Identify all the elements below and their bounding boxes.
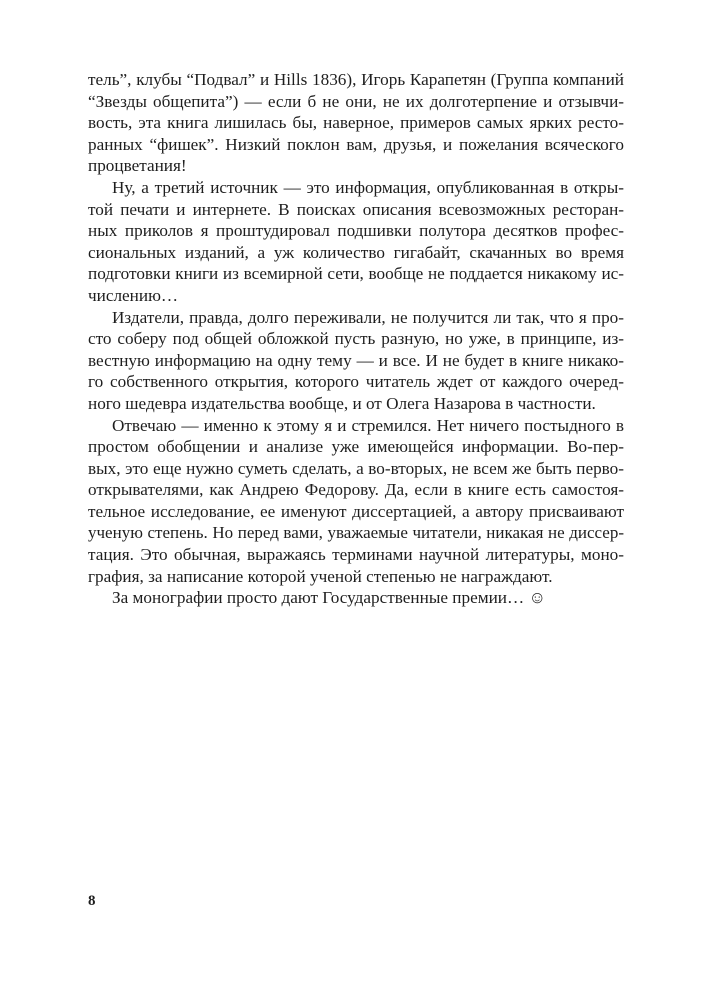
text-line: той печати и интернете. В поисках описания всевозможных ресторан-	[88, 199, 624, 219]
text-line: сто соберу под общей обложкой пусть разную, но уже, в принципе, из-	[88, 329, 624, 349]
page-number: 8	[88, 893, 96, 909]
text-line: тация. Это обычная, выражаясь терминами научной литературы, моно-	[88, 545, 624, 565]
paragraph	[88, 177, 624, 307]
text-line: го собственного открытия, которого читатель ждет от каждого очеред-	[88, 372, 624, 392]
text-line: Отвечаю — именно к этому я и стремился. Нет ничего постыдного в	[112, 415, 624, 435]
text-line: простом обобщении и анализе уже имеющейся информации. Во-пер-	[88, 437, 624, 457]
text-line: графия, за написание которой ученой степенью не награждают.	[88, 566, 553, 586]
text-line: процветания!	[88, 156, 187, 176]
text-line: Ну, а третий источник — это информация, опубликованная в откры-	[112, 177, 624, 197]
text-line: тель”, клубы “Подвал” и Hills 1836), Игорь Карапетян (Группа компаний	[88, 70, 624, 89]
text-line: ученую степень. Но перед вами, уважаемые читатели, никакая не диссер-	[88, 523, 624, 543]
paragraph	[88, 307, 624, 415]
text-line: За монографии просто дают Государственные премии… ☺	[112, 588, 547, 608]
text-line: ного шедевра издательства вообще, и от Олега Назарова в частности.	[88, 393, 596, 413]
text-line: Издатели, правда, долго переживали, не получится ли так, что я про-	[112, 307, 624, 327]
text-line: вых, это еще нужно суметь сделать, а во-вторых, не всем же быть перво-	[88, 458, 624, 478]
text-line: сиональных изданий, а уж количество гигабайт, скачанных во время	[88, 242, 624, 262]
text-line: ранных “фишек”. Низкий поклон вам, друзья, и пожелания всяческого	[88, 134, 624, 154]
text-line: тельное исследование, ее именуют диссертацией, а автору присваивают	[88, 501, 624, 521]
text-line: ных приколов я проштудировал подшивки полутора десятков профес-	[88, 221, 624, 241]
text-line: подготовки книги из всемирной сети, вообще не поддается никакому ис-	[88, 264, 624, 284]
paragraph	[88, 415, 624, 588]
text-line: “Звезды общепита”) — если б не они, не их долготерпение и отзывчи-	[88, 91, 624, 111]
page-body	[88, 69, 624, 609]
text-line: открывателями, как Андрею Федорову. Да, если в книге есть самостоя-	[88, 480, 624, 500]
text-line: вестную информацию на одну тему — и все. И не будет в книге никако-	[88, 350, 624, 370]
text-line: числению…	[88, 285, 179, 305]
paragraph	[88, 69, 624, 177]
text-line: вость, эта книга лишилась бы, наверное, примеров самых ярких ресто-	[88, 113, 624, 133]
paragraph	[88, 587, 624, 609]
